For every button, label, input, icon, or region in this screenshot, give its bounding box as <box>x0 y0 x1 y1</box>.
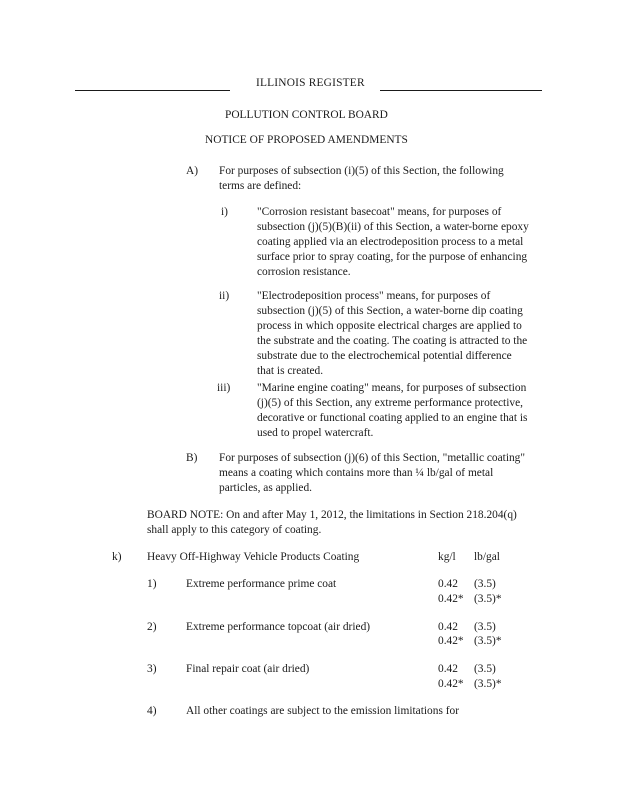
header-rule-right <box>380 90 542 91</box>
def-i-line: coating applied via an electrodeposition process to a metal <box>257 236 524 248</box>
def-ii-line: process in which opposite electrical charges are applied to <box>257 320 522 332</box>
section-k-title: Heavy Off-Highway Vehicle Products Coating <box>147 551 360 563</box>
item-2-lb-1: (3.5) <box>474 621 496 633</box>
item-2-kg-1: 0.42 <box>438 621 458 633</box>
defs-a-line: terms are defined: <box>219 180 302 192</box>
def-i-line: subsection (j)(5)(B)(ii) of this Section, a water-borne epoxy <box>257 221 529 233</box>
def-iii-line: "Marine engine coating" means, for purposes of subsection <box>257 382 527 394</box>
board-note-line: BOARD NOTE: On and after May 1, 2012, the limitations in Section 218.204(q) <box>147 509 517 521</box>
def-iii-line: used to propel watercraft. <box>257 427 374 439</box>
notice-title: NOTICE OF PROPOSED AMENDMENTS <box>205 134 408 146</box>
col-header-kgl: kg/l <box>438 551 456 563</box>
item-4-num: 4) <box>147 705 157 717</box>
board-title: POLLUTION CONTROL BOARD <box>225 109 388 121</box>
def-iii-line: decorative or functional coating applied to an engine that is <box>257 412 528 424</box>
defs-b-text <box>219 451 525 496</box>
item-1-lb-1: (3.5) <box>474 578 496 590</box>
def-ii-line: "Electrodeposition process" means, for purposes of <box>257 290 491 302</box>
board-note-line: shall apply to this category of coating. <box>147 524 322 536</box>
item-1-kg-1: 0.42 <box>438 578 458 590</box>
item-2-lb-2: (3.5)* <box>474 635 502 647</box>
register-title: ILLINOIS REGISTER <box>256 77 365 89</box>
def-i-line: corrosion resistance. <box>257 266 351 278</box>
def-iii-label: iii) <box>217 382 231 394</box>
def-ii-text <box>257 289 527 379</box>
def-ii-line: substrate due to the electrochemical potential difference <box>257 350 512 362</box>
defs-a-text <box>219 164 504 194</box>
defs-b-line: particles, as applied. <box>219 482 312 494</box>
def-iii-line: (j)(5) of this Section, any extreme performance protective, <box>257 397 523 409</box>
item-2-num: 2) <box>147 621 157 633</box>
defs-b-line: means a coating which contains more than ¼ lb/gal of metal <box>219 467 494 479</box>
item-3-kg-1: 0.42 <box>438 663 458 675</box>
def-ii-line: the substrate and the coating. The coating is attracted to the <box>257 335 528 347</box>
def-i-text <box>257 205 529 280</box>
def-i-line: "Corrosion resistant basecoat" means, for purposes of <box>257 206 502 218</box>
header-rule-left <box>75 90 230 91</box>
defs-a-line: For purposes of subsection (i)(5) of this Section, the following <box>219 165 504 177</box>
item-3-name: Final repair coat (air dried) <box>186 663 310 675</box>
col-header-lbgal: lb/gal <box>474 551 500 563</box>
item-3-lb-1: (3.5) <box>474 663 496 675</box>
section-k-label: k) <box>112 551 122 563</box>
def-ii-label: ii) <box>219 290 230 302</box>
defs-a-label: A) <box>186 165 199 177</box>
def-ii-line: subsection (j)(5) of this Section, a water-borne dip coating <box>257 305 523 317</box>
defs-b-label: B) <box>186 452 198 464</box>
item-4-name: All other coatings are subject to the emission limitations for <box>186 705 460 717</box>
def-i-line: surface prior to spray coating, for the purpose of enhancing <box>257 251 528 263</box>
item-3-lb-2: (3.5)* <box>474 678 502 690</box>
item-3-num: 3) <box>147 663 157 675</box>
item-2-kg-2: 0.42* <box>438 635 464 647</box>
def-iii-text <box>257 381 527 441</box>
defs-b-line: For purposes of subsection (j)(6) of this Section, "metallic coating" <box>219 452 526 464</box>
board-note <box>147 508 517 538</box>
item-2-name: Extreme performance topcoat (air dried) <box>186 621 371 633</box>
item-1-kg-2: 0.42* <box>438 593 464 605</box>
item-1-name: Extreme performance prime coat <box>186 578 337 590</box>
def-ii-line: that is created. <box>257 365 324 377</box>
def-i-label: i) <box>221 206 228 218</box>
item-1-lb-2: (3.5)* <box>474 593 502 605</box>
item-3-kg-2: 0.42* <box>438 678 464 690</box>
item-1-num: 1) <box>147 578 157 590</box>
